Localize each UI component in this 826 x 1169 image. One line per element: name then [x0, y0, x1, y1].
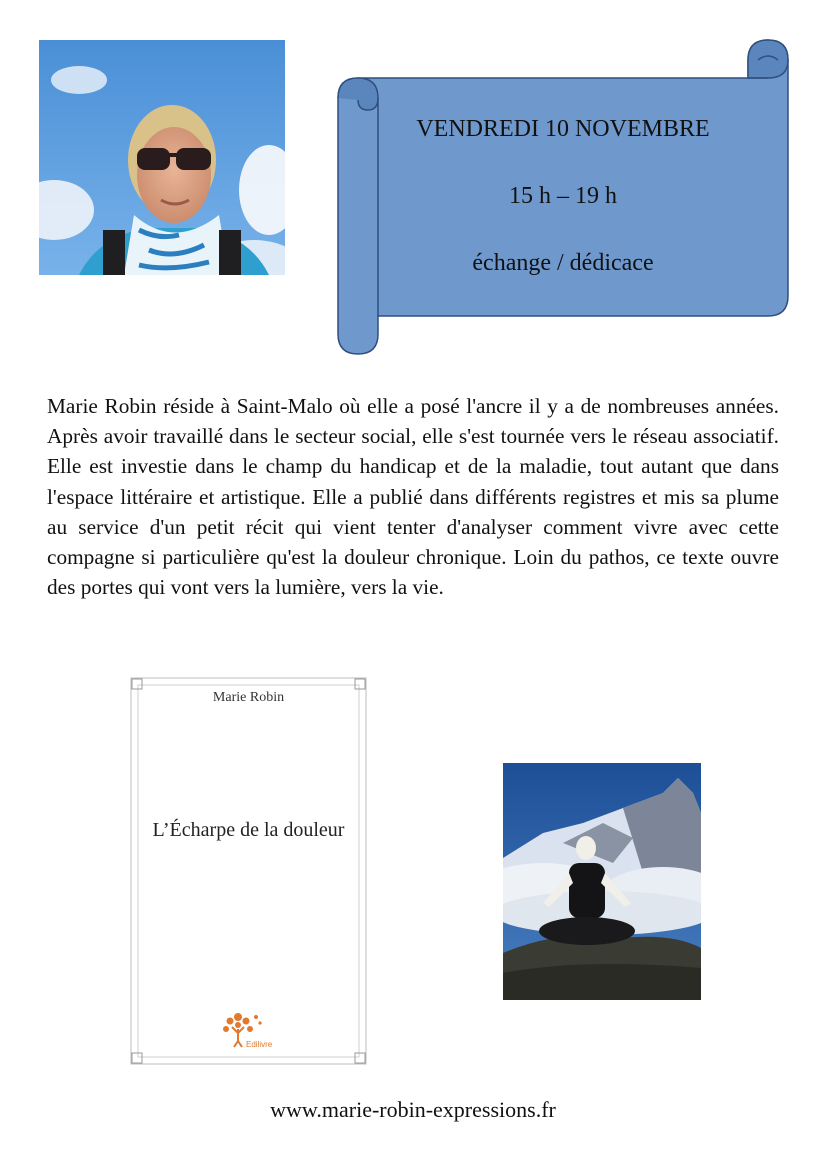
event-scroll-banner: [336, 38, 790, 356]
event-time: 15 h – 19 h: [509, 183, 617, 209]
website-url[interactable]: www.marie-robin-expressions.fr: [270, 1097, 556, 1122]
event-date: VENDREDI 10 NOVEMBRE: [416, 116, 710, 142]
event-activity: échange / dédicace: [472, 250, 654, 276]
publisher-name: Edilivre: [246, 1040, 273, 1049]
publisher-logo: [210, 1007, 290, 1055]
author-bio-paragraph: Marie Robin réside à Saint-Malo où elle a posé l'ancre il y a de nombreuses années. Après avoir travaillé dans le secteur social, elle s'est tournée vers le réseau associatif. Elle est investie dans le champ du handicap et de la maladie, tout autant que dans l'espace littéraire et artistique. Elle a publié dans différents registres et mis sa plume au service d'un petit récit qui vient tenter d'analyser comment vivre avec cette compagne si particulière qu'est la douleur chronique. Loin du pathos, ce texte ouvre des portes qui vont vers la lumière, vers la vie.: [47, 394, 779, 600]
meditation-mountain-photo: [503, 763, 701, 1000]
book-author: Marie Robin: [212, 690, 285, 705]
book-cover: [130, 677, 367, 1065]
author-portrait-photo: [39, 40, 285, 275]
book-title: L’Écharpe de la douleur: [152, 819, 345, 841]
